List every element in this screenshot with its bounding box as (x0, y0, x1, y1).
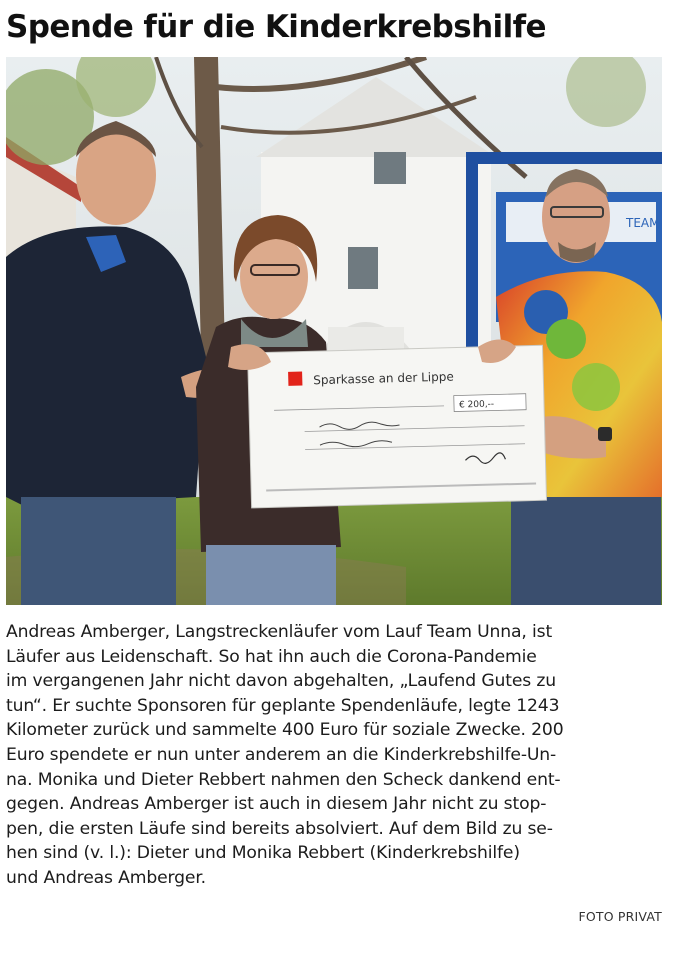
photo-caption (6, 620, 666, 891)
caption-line: Andreas Amberger, Langstreckenläufer vom Lauf Team Unna, ist (6, 622, 553, 642)
cheque (248, 345, 547, 508)
caption-line: tun“. Er suchte Sponsoren für geplante Spendenläufe, legte 1243 (6, 695, 560, 716)
cheque-amount: € 200,-- (458, 399, 495, 411)
caption-line: Kilometer zurück und sammelte 400 Euro für soziale Zwecke. 200 (6, 720, 564, 741)
caption-line: gegen. Andreas Amberger ist auch in diesem Jahr nicht zu stop- (6, 794, 547, 815)
caption-line: pen, die ersten Läufe sind bereits absolviert. Auf dem Bild zu se- (6, 818, 553, 839)
photo-credit: FOTO PRIVAT (578, 909, 662, 924)
caption-line: Euro spendete er nun unter anderem an die Kinderkrebshilfe-Un- (6, 744, 557, 765)
caption-line: Läufer aus Leidenschaft. So hat ihn auch die Corona-Pandemie (6, 646, 537, 667)
caption-line: hen sind (v. l.): Dieter und Monika Rebbert (Kinderkrebshilfe) (6, 843, 520, 864)
caption-line: na. Monika und Dieter Rebbert nahmen den Scheck dankend ent- (6, 769, 561, 790)
article-headline: Spende für die Kinderkrebshilfe (6, 9, 546, 45)
caption-line: im vergangenen Jahr nicht davon abgehalten, „Laufend Gutes zu (6, 671, 557, 692)
cheque-bank-name: Sparkasse an der Lippe (313, 369, 454, 388)
sign-label: TEAM (626, 216, 660, 230)
caption-line: und Andreas Amberger. (6, 867, 206, 888)
sparkasse-logo-icon (288, 372, 302, 386)
article-photo (6, 57, 662, 605)
